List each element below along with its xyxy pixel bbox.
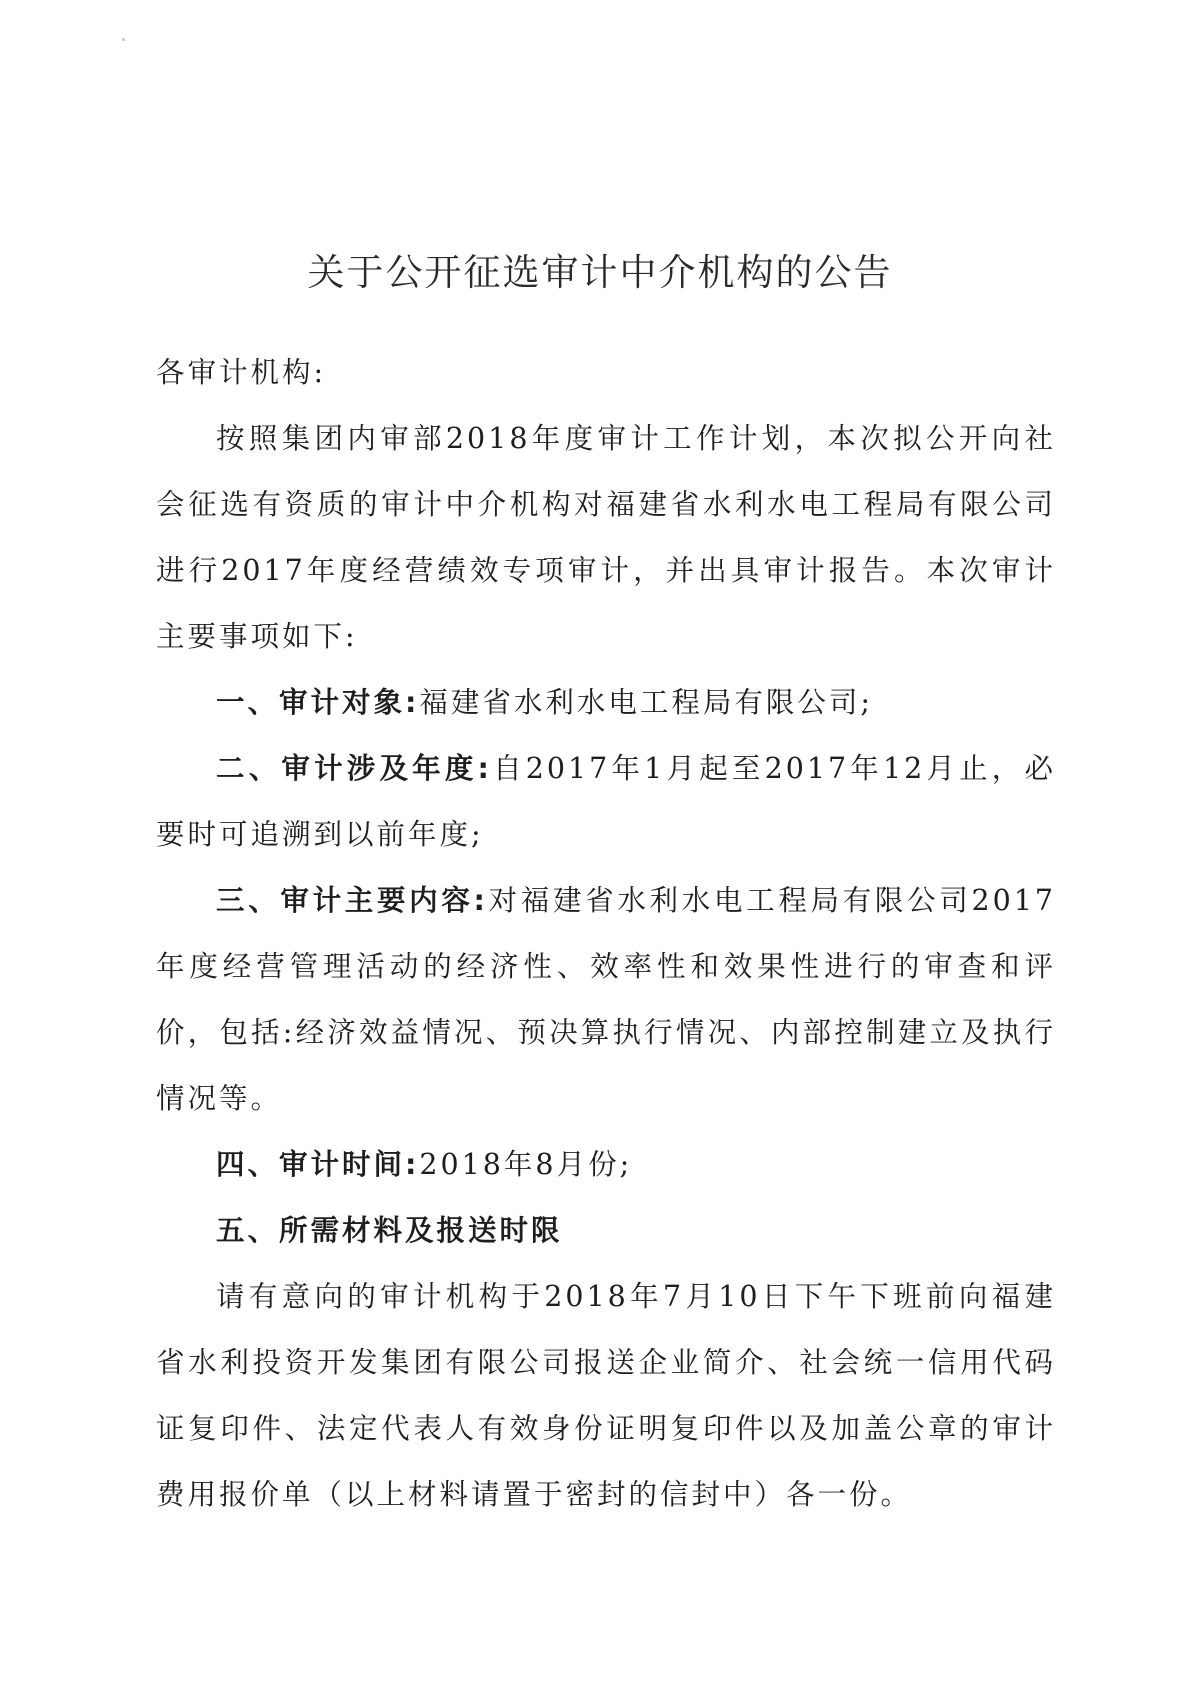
section-4	[156, 1132, 1056, 1198]
scan-speck	[122, 38, 125, 41]
document-title: 关于公开征选审计中介机构的公告	[307, 251, 893, 294]
section-1	[156, 670, 1056, 736]
section-3-text: 对福建省水利水电工程局有限公司2017年度经营管理活动的经济性、效率性和效果性进行的审查和评价，包括:经济效益情况、预决算执行情况、内部控制建立及执行情况等。	[156, 884, 1056, 1115]
materials-paragraph: 请有意向的审计机构于2018年7月10日下午下班前向福建省水利投资开发集团有限公司报送企业简介、社会统一信用代码证复印件、法定代表人有效身份证明复印件以及加盖公章的审计费用报价单（以上材料请置于密封的信封中）各一份。	[156, 1280, 1056, 1511]
section-4-text: 2018年8月份;	[419, 1148, 633, 1181]
document-body	[156, 340, 1056, 1528]
section-5-heading: 五、所需材料及报送时限	[216, 1214, 563, 1247]
section-1-heading: 一、审计对象:	[216, 686, 420, 719]
section-3-heading: 三、审计主要内容:	[216, 884, 488, 917]
salutation: 各审计机构:	[156, 356, 327, 389]
section-2	[156, 736, 1056, 868]
section-1-text: 福建省水利水电工程局有限公司;	[419, 686, 874, 719]
section-3	[156, 868, 1056, 1132]
section-5	[156, 1198, 1056, 1264]
intro-paragraph: 按照集团内审部2018年度审计工作计划，本次拟公开向社会征选有资质的审计中介机构对福建省水利水电工程局有限公司进行2017年度经营绩效专项审计，并出具审计报告。本次审计主要事项如下:	[156, 422, 1056, 653]
section-2-heading: 二、审计涉及年度:	[216, 752, 492, 785]
section-4-heading: 四、审计时间:	[216, 1148, 420, 1181]
section-2-text: 自2017年1月起至2017年12月止，必要时可追溯到以前年度;	[156, 752, 1056, 851]
